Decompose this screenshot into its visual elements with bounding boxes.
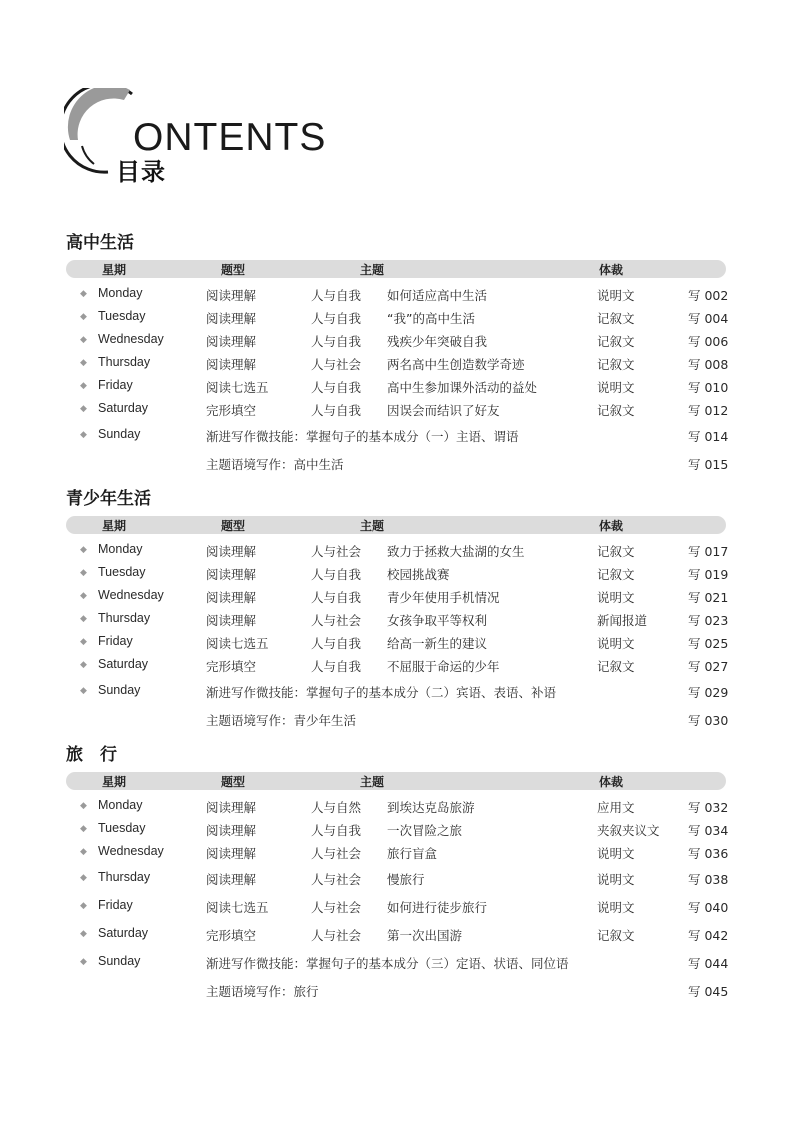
theme-cell: 人与自我 (311, 567, 362, 582)
diamond-bullet-icon: ◆ (80, 358, 87, 368)
theme-cell: 人与社会 (311, 928, 362, 943)
header-topic: 主题 (360, 263, 385, 277)
type-cell: 完形填空 (206, 403, 257, 418)
table-row[interactable] (0, 870, 793, 890)
header-type: 题型 (221, 775, 246, 789)
table-row[interactable] (0, 798, 793, 818)
day-cell: Saturday (98, 657, 149, 671)
topic-cell: 因误会而结识了好友 (387, 403, 500, 418)
section-title: 高中生活 (66, 233, 134, 253)
diamond-bullet-icon: ◆ (80, 430, 87, 440)
genre-cell: 说明文 (597, 380, 635, 395)
day-cell: Wednesday (98, 332, 164, 346)
topic-cell: 残疾少年突破自我 (387, 334, 488, 349)
diamond-bullet-icon: ◆ (80, 312, 87, 322)
table-row[interactable] (0, 821, 793, 841)
topic-cell: 青少年使用手机情况 (387, 590, 500, 605)
day-cell: Saturday (98, 926, 149, 940)
table-row[interactable] (0, 657, 793, 677)
diamond-bullet-icon: ◆ (80, 824, 87, 834)
type-cell: 阅读理解 (206, 544, 257, 559)
diamond-bullet-icon: ◆ (80, 335, 87, 345)
page-cell: 写 017 (688, 544, 729, 559)
day-cell: Monday (98, 542, 143, 556)
topic-cell: 一次冒险之旅 (387, 823, 463, 838)
header-day: 星期 (102, 263, 127, 277)
genre-cell: 说明文 (597, 636, 635, 651)
table-row-theme-writing[interactable] (0, 711, 793, 731)
type-cell: 阅读理解 (206, 334, 257, 349)
theme-cell: 人与自我 (311, 288, 362, 303)
table-row[interactable] (0, 542, 793, 562)
theme-cell: 人与自我 (311, 403, 362, 418)
table-row[interactable] (0, 332, 793, 352)
page-cell: 写 038 (688, 872, 729, 887)
table-row[interactable] (0, 401, 793, 421)
theme-writing-cell: 主题语境写作：高中生活 (206, 457, 344, 472)
topic-cell: 致力于拯救大盐湖的女生 (387, 544, 525, 559)
type-cell: 阅读理解 (206, 311, 257, 326)
day-cell: Monday (98, 286, 143, 300)
genre-cell: 说明文 (597, 846, 635, 861)
day-cell: Wednesday (98, 844, 164, 858)
page-cell: 写 021 (688, 590, 729, 605)
diamond-bullet-icon: ◆ (80, 614, 87, 624)
page-cell: 写 029 (688, 685, 729, 700)
type-cell: 阅读理解 (206, 590, 257, 605)
theme-cell: 人与社会 (311, 846, 362, 861)
theme-cell: 人与自然 (311, 800, 362, 815)
genre-cell: 记叙文 (597, 544, 635, 559)
page-cell: 写 010 (688, 380, 729, 395)
topic-cell: “我”的高中生活 (387, 311, 475, 326)
page-cell: 写 044 (688, 956, 729, 971)
page-cell: 写 036 (688, 846, 729, 861)
table-row[interactable] (0, 844, 793, 864)
day-cell: Sunday (98, 427, 141, 441)
section-title: 青少年生活 (66, 489, 151, 509)
page-cell: 写 015 (688, 457, 729, 472)
theme-writing-cell: 主题语境写作：旅行 (206, 984, 319, 999)
topic-cell: 如何进行徒步旅行 (387, 900, 488, 915)
page-cell: 写 002 (688, 288, 729, 303)
topic-cell: 校园挑战赛 (387, 567, 450, 582)
table-row[interactable] (0, 898, 793, 918)
day-cell: Thursday (98, 870, 151, 884)
diamond-bullet-icon: ◆ (80, 801, 87, 811)
page-cell: 写 023 (688, 613, 729, 628)
page-cell: 写 034 (688, 823, 729, 838)
theme-cell: 人与自我 (311, 334, 362, 349)
theme-cell: 人与自我 (311, 590, 362, 605)
diamond-bullet-icon: ◆ (80, 545, 87, 555)
topic-cell: 女孩争取平等权利 (387, 613, 488, 628)
day-cell: Thursday (98, 355, 151, 369)
diamond-bullet-icon: ◆ (80, 289, 87, 299)
day-cell: Wednesday (98, 588, 164, 602)
diamond-bullet-icon: ◆ (80, 686, 87, 696)
header-topic: 主题 (360, 775, 385, 789)
genre-cell: 记叙文 (597, 357, 635, 372)
diamond-bullet-icon: ◆ (80, 901, 87, 911)
genre-cell: 说明文 (597, 872, 635, 887)
day-cell: Thursday (98, 611, 151, 625)
diamond-bullet-icon: ◆ (80, 957, 87, 967)
type-cell: 阅读理解 (206, 357, 257, 372)
page-cell: 写 006 (688, 334, 729, 349)
page-cell: 写 040 (688, 900, 729, 915)
page-cell: 写 032 (688, 800, 729, 815)
genre-cell: 记叙文 (597, 659, 635, 674)
type-cell: 阅读理解 (206, 823, 257, 838)
header-genre: 体裁 (599, 775, 624, 789)
topic-cell: 第一次出国游 (387, 928, 463, 943)
table-row[interactable] (0, 634, 793, 654)
genre-cell: 说明文 (597, 288, 635, 303)
logo-word: ONTENTS (133, 116, 327, 159)
theme-cell: 人与社会 (311, 872, 362, 887)
type-cell: 完形填空 (206, 659, 257, 674)
theme-cell: 人与自我 (311, 659, 362, 674)
genre-cell: 新闻报道 (597, 613, 648, 628)
genre-cell: 记叙文 (597, 928, 635, 943)
topic-cell: 如何适应高中生活 (387, 288, 488, 303)
diamond-bullet-icon: ◆ (80, 637, 87, 647)
theme-cell: 人与自我 (311, 636, 362, 651)
day-cell: Sunday (98, 954, 141, 968)
page-cell: 写 045 (688, 984, 729, 999)
header-genre: 体裁 (599, 519, 624, 533)
page-cell: 写 025 (688, 636, 729, 651)
diamond-bullet-icon: ◆ (80, 660, 87, 670)
topic-cell: 给高一新生的建议 (387, 636, 488, 651)
table-header (66, 260, 726, 278)
table-row[interactable] (0, 286, 793, 306)
type-cell: 阅读理解 (206, 567, 257, 582)
topic-cell: 高中生参加课外活动的益处 (387, 380, 538, 395)
topic-cell: 不屈服于命运的少年 (387, 659, 500, 674)
type-cell: 阅读七选五 (206, 636, 269, 651)
diamond-bullet-icon: ◆ (80, 847, 87, 857)
topic-cell: 到埃达克岛旅游 (387, 800, 475, 815)
table-row[interactable] (0, 588, 793, 608)
theme-cell: 人与社会 (311, 544, 362, 559)
page-cell: 写 014 (688, 429, 729, 444)
table-row[interactable] (0, 309, 793, 329)
diamond-bullet-icon: ◆ (80, 873, 87, 883)
day-cell: Tuesday (98, 565, 146, 579)
theme-cell: 人与自我 (311, 311, 362, 326)
page-cell: 写 012 (688, 403, 729, 418)
type-cell: 阅读理解 (206, 613, 257, 628)
table-row-sunday[interactable] (0, 683, 793, 703)
type-cell: 阅读理解 (206, 846, 257, 861)
page-cell: 写 027 (688, 659, 729, 674)
day-cell: Saturday (98, 401, 149, 415)
genre-cell: 说明文 (597, 900, 635, 915)
topic-cell: 旅行盲盒 (387, 846, 438, 861)
diamond-bullet-icon: ◆ (80, 929, 87, 939)
type-cell: 阅读七选五 (206, 380, 269, 395)
table-row[interactable] (0, 611, 793, 631)
contents-logo (64, 88, 327, 188)
page-cell: 写 004 (688, 311, 729, 326)
table-row[interactable] (0, 565, 793, 585)
genre-cell: 记叙文 (597, 334, 635, 349)
day-cell: Monday (98, 798, 143, 812)
genre-cell: 说明文 (597, 590, 635, 605)
day-cell: Tuesday (98, 309, 146, 323)
type-cell: 阅读七选五 (206, 900, 269, 915)
type-cell: 阅读理解 (206, 288, 257, 303)
table-header (66, 516, 726, 534)
diamond-bullet-icon: ◆ (80, 591, 87, 601)
day-cell: Tuesday (98, 821, 146, 835)
writing-skill-cell: 渐进写作微技能：掌握句子的基本成分（三）定语、状语、同位语 (206, 956, 569, 971)
type-cell: 完形填空 (206, 928, 257, 943)
page-cell: 写 030 (688, 713, 729, 728)
theme-cell: 人与社会 (311, 900, 362, 915)
table-row[interactable] (0, 378, 793, 398)
topic-cell: 两名高中生创造数学奇迹 (387, 357, 525, 372)
genre-cell: 应用文 (597, 800, 635, 815)
type-cell: 阅读理解 (206, 872, 257, 887)
table-row-sunday[interactable] (0, 427, 793, 447)
table-header (66, 772, 726, 790)
header-day: 星期 (102, 775, 127, 789)
table-row-sunday[interactable] (0, 954, 793, 974)
header-type: 题型 (221, 519, 246, 533)
table-row[interactable] (0, 355, 793, 375)
page-cell: 写 008 (688, 357, 729, 372)
diamond-bullet-icon: ◆ (80, 381, 87, 391)
table-row-theme-writing[interactable] (0, 982, 793, 1002)
header-type: 题型 (221, 263, 246, 277)
header-topic: 主题 (360, 519, 385, 533)
diamond-bullet-icon: ◆ (80, 568, 87, 578)
header-genre: 体裁 (599, 263, 624, 277)
section-title: 旅 行 (66, 745, 117, 765)
genre-cell: 记叙文 (597, 311, 635, 326)
theme-cell: 人与社会 (311, 357, 362, 372)
theme-cell: 人与自我 (311, 823, 362, 838)
diamond-bullet-icon: ◆ (80, 404, 87, 414)
theme-cell: 人与社会 (311, 613, 362, 628)
logo-cn-title: 目录 (116, 158, 166, 186)
table-row[interactable] (0, 926, 793, 946)
page-cell: 写 019 (688, 567, 729, 582)
day-cell: Sunday (98, 683, 141, 697)
genre-cell: 夹叙夹议文 (597, 823, 660, 838)
writing-skill-cell: 渐进写作微技能：掌握句子的基本成分（二）宾语、表语、补语 (206, 685, 557, 700)
page-cell: 写 042 (688, 928, 729, 943)
theme-cell: 人与自我 (311, 380, 362, 395)
day-cell: Friday (98, 634, 133, 648)
topic-cell: 慢旅行 (387, 872, 425, 887)
header-day: 星期 (102, 519, 127, 533)
genre-cell: 记叙文 (597, 403, 635, 418)
day-cell: Friday (98, 378, 133, 392)
writing-skill-cell: 渐进写作微技能：掌握句子的基本成分（一）主语、谓语 (206, 429, 519, 444)
genre-cell: 记叙文 (597, 567, 635, 582)
theme-writing-cell: 主题语境写作：青少年生活 (206, 713, 357, 728)
type-cell: 阅读理解 (206, 800, 257, 815)
table-row-theme-writing[interactable] (0, 455, 793, 475)
day-cell: Friday (98, 898, 133, 912)
